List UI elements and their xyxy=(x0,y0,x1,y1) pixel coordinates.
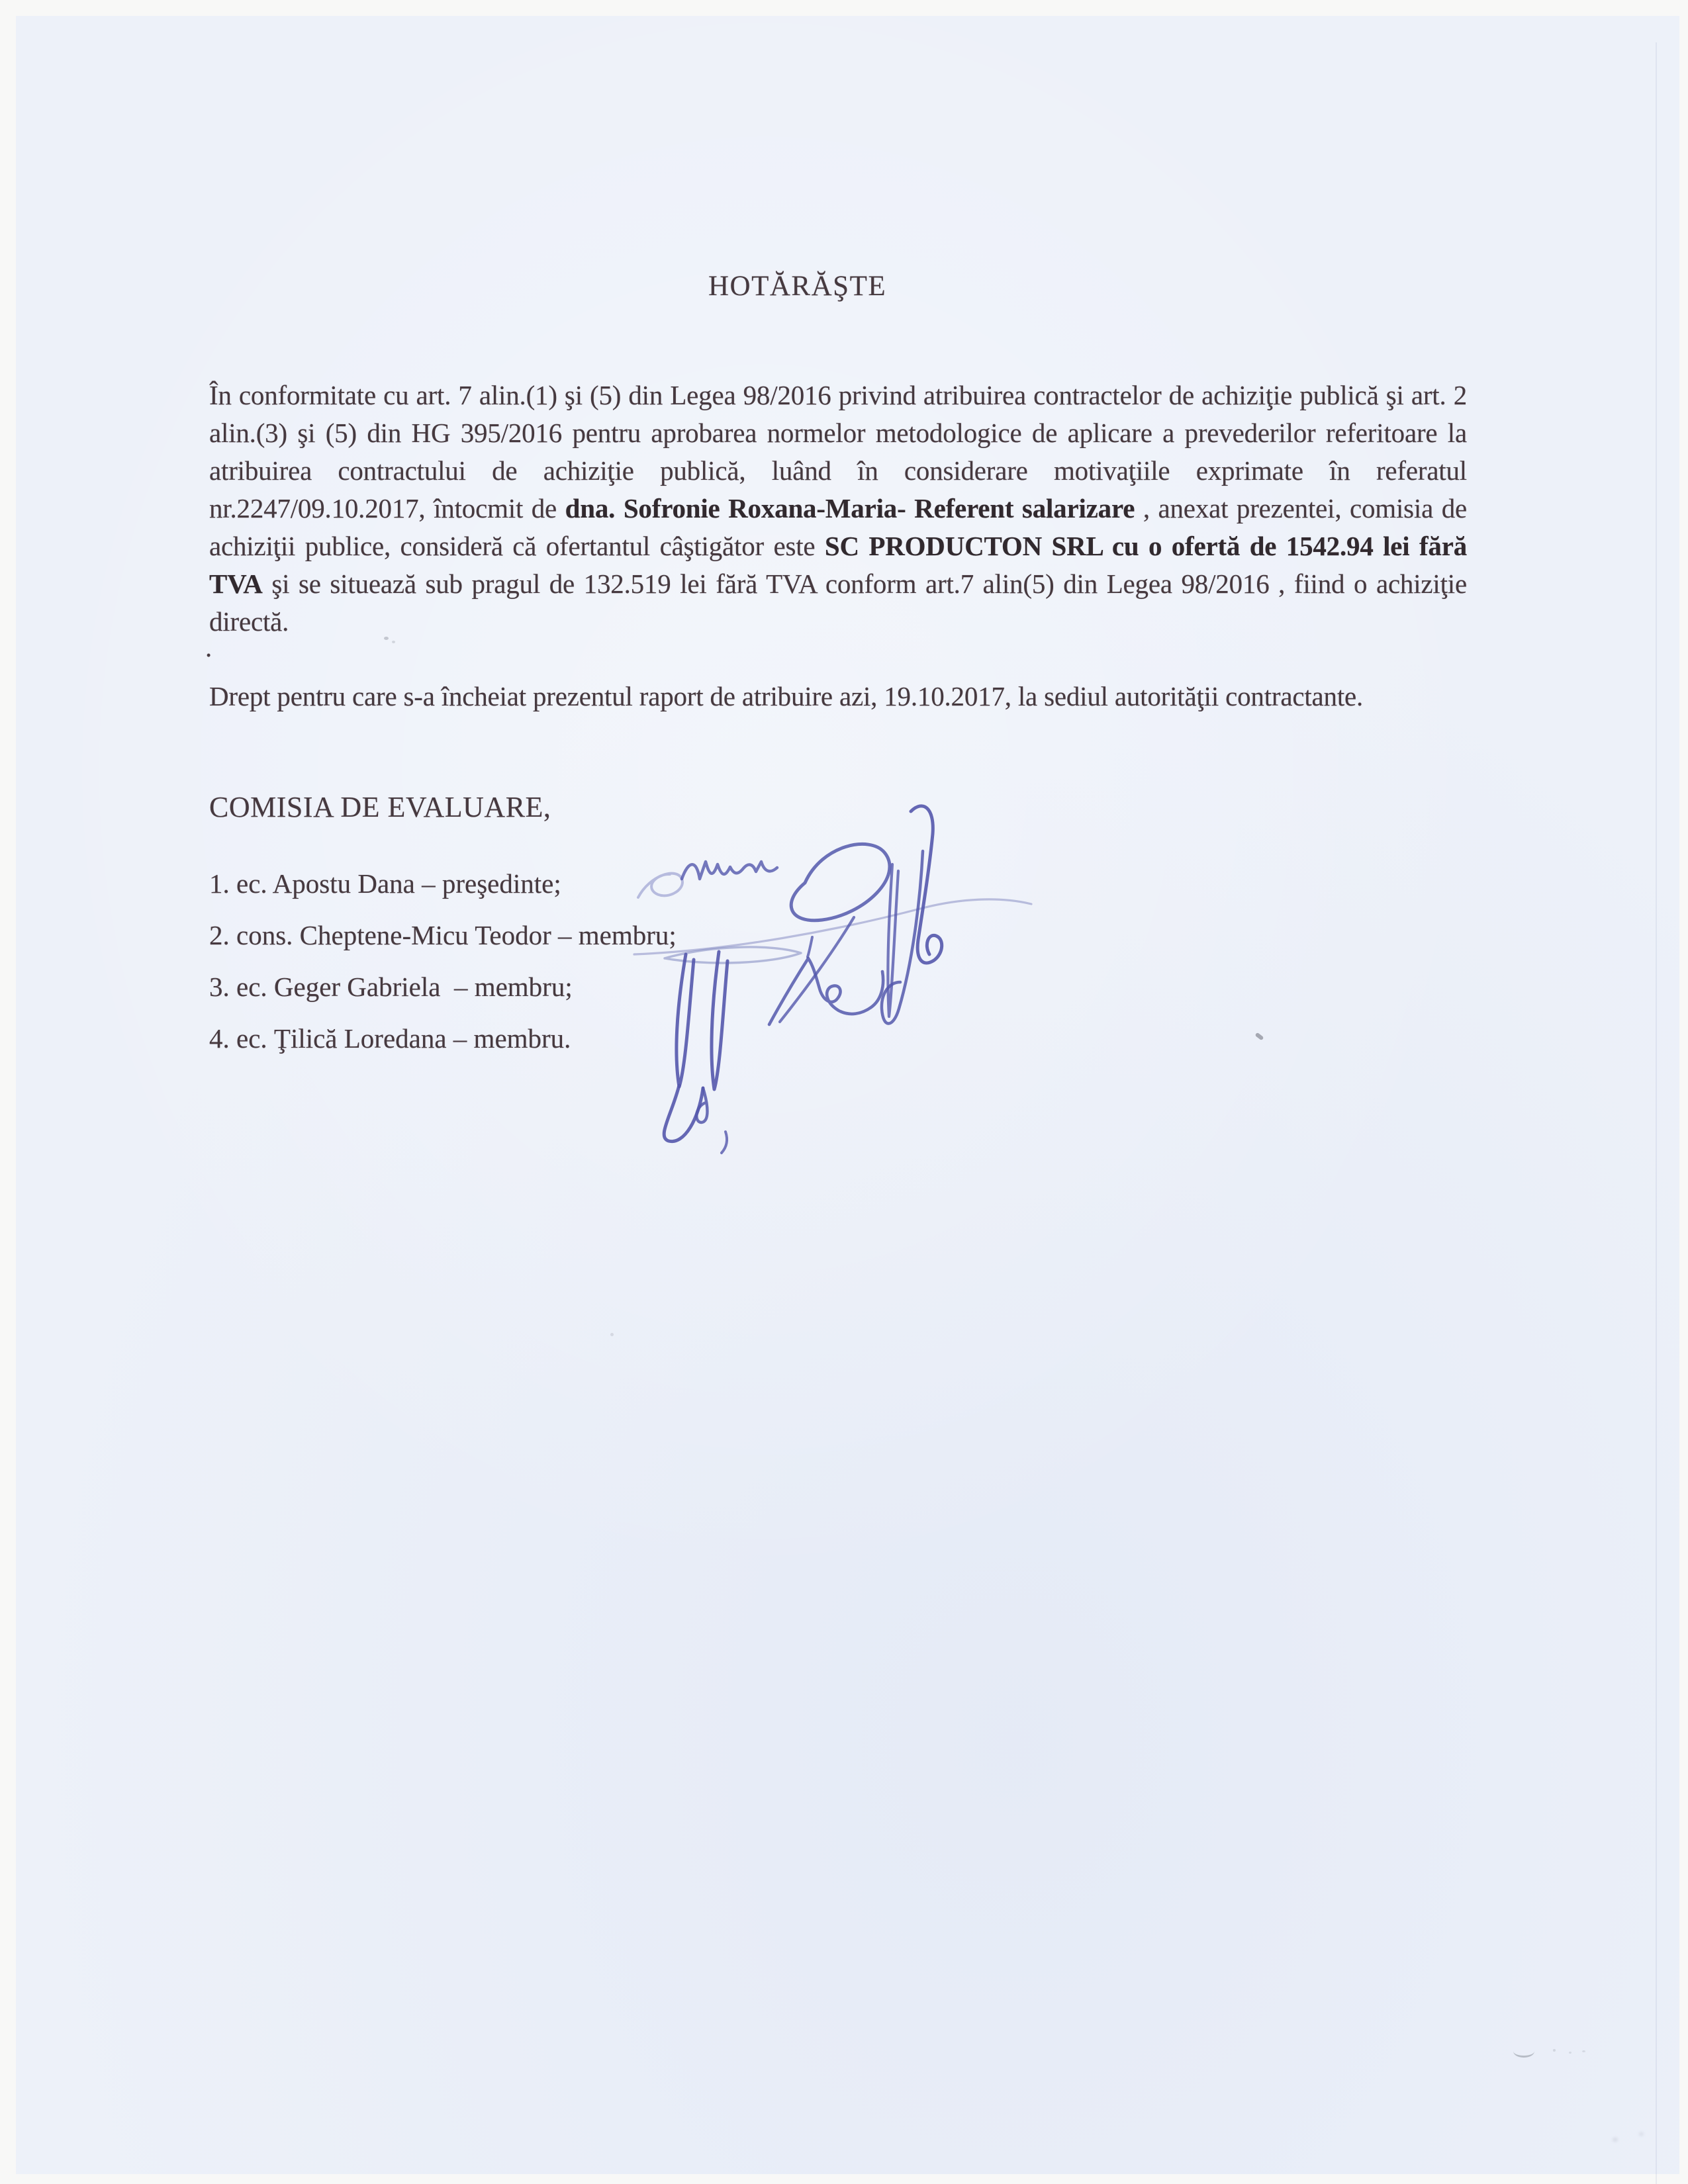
paragraph1-text-2: , anexat prezentei, comisia de achiziţii publice, consideră că ofertantul câştigător este xyxy=(209,493,1468,561)
committee-member-list xyxy=(209,858,677,1064)
smudge xyxy=(1613,2138,1618,2142)
paragraph1-text-1: În conformitate cu art. 7 alin.(1) şi (5) din Legea 98/2016 privind atribuirea contractelor de achiziţie publică şi art. 2 alin.(3) şi (5) din HG 395/2016 pentru aprobarea normelor metodologice de aplicare a prevederilor referitoare la atribuirea contractului de achiziţie publică, luând în considerare motivaţiile exprimate în referatul nr.2247/09.10.2017, întocmit de xyxy=(209,380,1467,523)
pencil-tick xyxy=(1513,2045,1534,2058)
signature-ink xyxy=(612,790,1049,1161)
paragraph1-bold-offer: SC PRODUCTON SRL cu o ofertă de 1542.94 lei fără TVA xyxy=(209,531,1467,599)
committee-member-4: 4. ec. Ţilică Loredana – membru. xyxy=(209,1023,571,1054)
ink-speck xyxy=(1582,2050,1585,2052)
closing-paragraph: Drept pentru care s-a încheiat prezentul raport de atribuire azi, 19.10.2017, la sediul autorităţii contractante. xyxy=(209,681,1364,711)
signature-area xyxy=(612,790,1049,1161)
stray-period: . xyxy=(205,632,212,662)
ink-speck xyxy=(384,637,389,640)
smudge xyxy=(1639,2132,1644,2136)
ink-dash xyxy=(1255,1032,1264,1041)
paper-sheet xyxy=(16,16,1679,2174)
paragraph1-bold-referent: dna. Sofronie Roxana-Maria- Referent salarizare xyxy=(565,493,1135,523)
document-title: HOTĂRĂŞTE xyxy=(708,271,887,302)
committee-member-1: 1. ec. Apostu Dana – preşedinte; xyxy=(209,868,561,899)
ink-speck xyxy=(392,641,395,643)
committee-heading: COMISIA DE EVALUARE, xyxy=(209,791,551,823)
main-paragraph xyxy=(209,377,1467,641)
committee-member-3: 3. ec. Geger Gabriela – membru; xyxy=(209,972,573,1002)
scanner-streak xyxy=(1656,42,1657,2184)
committee-member-2: 2. cons. Cheptene-Micu Teodor – membru; xyxy=(209,920,677,950)
ink-speck xyxy=(1553,2049,1556,2052)
paragraph1-text-3: şi se situează sub pragul de 132.519 lei fără TVA conform art.7 alin(5) din Legea 98/2016 , fiind o achiziţie directă. xyxy=(209,569,1467,637)
ink-speck xyxy=(1569,2052,1571,2054)
ink-speck xyxy=(610,1333,614,1336)
